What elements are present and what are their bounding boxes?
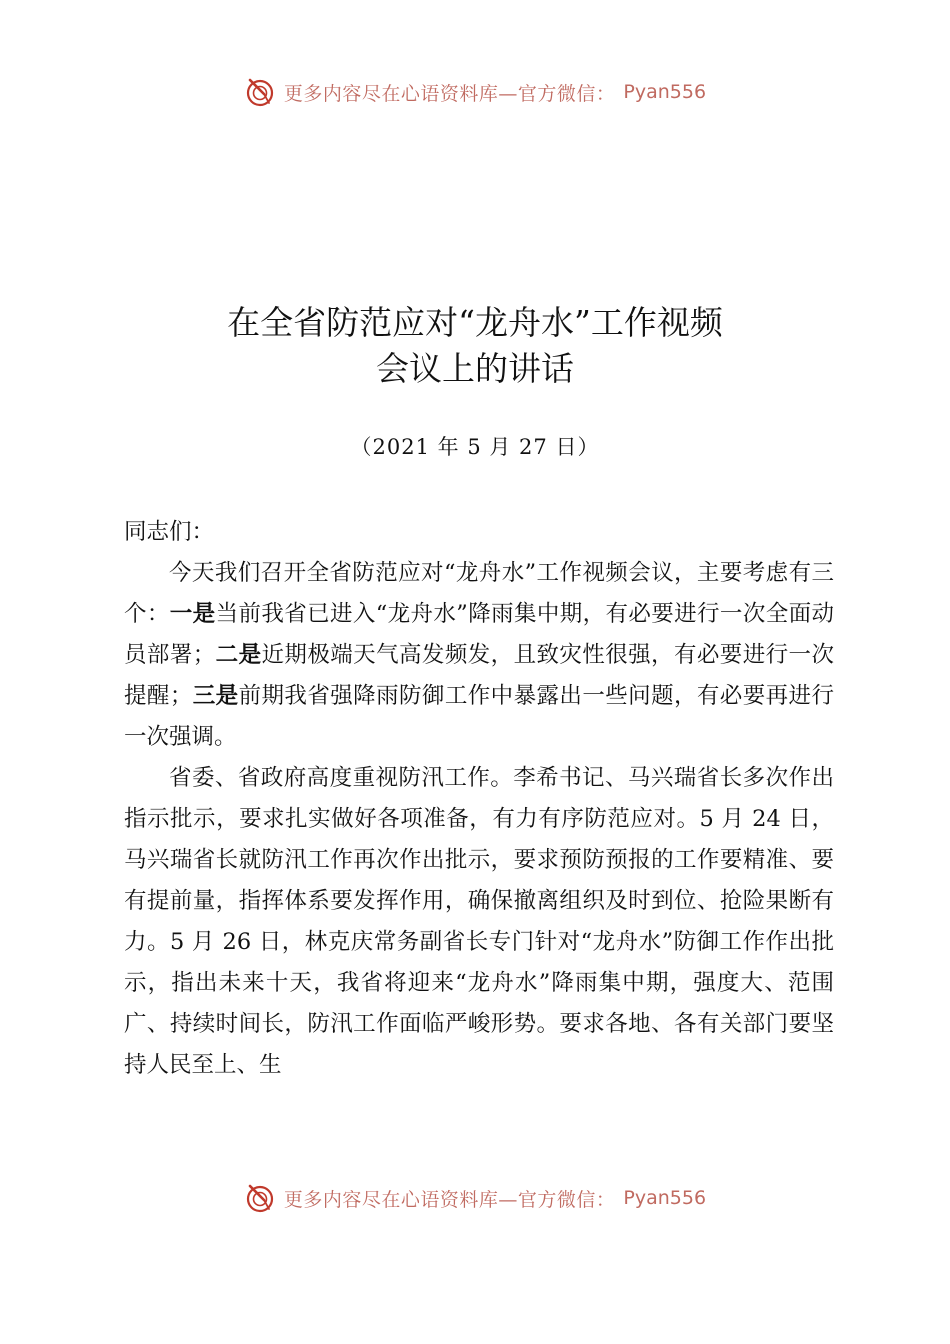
- p1-sentence-1: 今天我们召开全省防范应对“龙舟水”工作视频会议，主要考虑有三个：: [124, 560, 834, 627]
- title-line-1: 在全省防范应对“龙舟水”工作视频: [227, 303, 723, 342]
- salutation: 同志们：: [124, 519, 215, 545]
- brand-logo-icon: [244, 1182, 276, 1214]
- p1-sentence-2: 当前我省已进入“龙舟水”降雨集中期，有必要进行一次全面动员部署；: [124, 601, 834, 668]
- document-body: [124, 512, 834, 1086]
- watermark-text: 更多内容尽在心语资料库—官方微信：: [283, 82, 616, 105]
- title-line-2: 会议上的讲话: [376, 349, 574, 388]
- document-date: （2021 年 5 月 27 日）: [350, 435, 600, 459]
- brand-logo-icon: [244, 76, 276, 108]
- footer-watermark: [0, 1178, 950, 1218]
- paragraph-2: 省委、省政府高度重视防汛工作。李希书记、马兴瑞省长多次作出指示批示，要求扎实做好各项准备，有力有序防范应对。5 月 24 日，马兴瑞省长就防汛工作再次作出批示，要求预防预报的工作要精准、要有提前量，指挥体系要发挥作用，确保撤离组织及时到位、抢险果断有力。5 月 26 日，林克庆常务副省长专门针对“龙舟水”防御工作作出批示，指出未来十天，我省将迎来“龙舟水”降雨集中期，强度大、范围广、持续时间长，防汛工作面临严峻形势。要求各地、各有关部门要坚持人民至上、生: [124, 765, 834, 1078]
- p1-keyword-2: 二是: [215, 642, 262, 668]
- watermark-wechat-id: Pyan556: [623, 1187, 707, 1209]
- paragraph-1: [124, 553, 834, 758]
- header-watermark: [0, 72, 950, 112]
- watermark-wechat-id: Pyan556: [623, 81, 707, 103]
- p1-sentence-3: 近期极端天气高发频发，且致灾性很强，有必要进行一次提醒；: [124, 642, 834, 709]
- watermark-text: 更多内容尽在心语资料库—官方微信：: [283, 1188, 616, 1211]
- p1-sentence-4: 前期我省强降雨防御工作中暴露出一些问题，有必要再进行一次强调。: [124, 683, 834, 750]
- document-title: [0, 300, 950, 392]
- p1-keyword-1: 一是: [169, 601, 216, 627]
- p1-keyword-3: 三是: [192, 683, 239, 709]
